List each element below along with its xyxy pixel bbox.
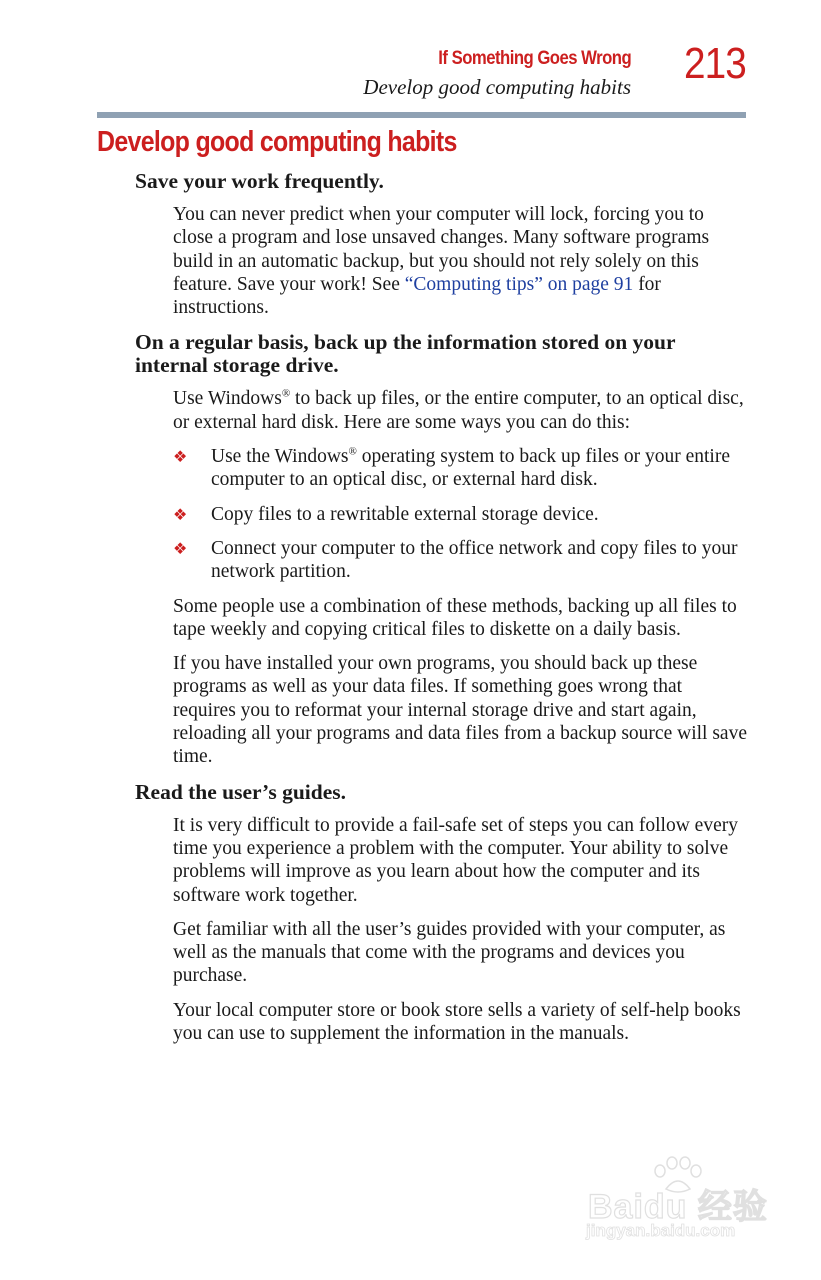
page-title: Develop good computing habits bbox=[97, 126, 457, 158]
save-work-text: You can never predict when your computer will lock, forcing you to close a program and lose unsaved changes. Many software programs build in an automatic backup, but you should not rely solely on this feature. Save your work! See bbox=[173, 204, 710, 295]
registered-mark: ® bbox=[348, 445, 357, 458]
registered-mark: ® bbox=[281, 387, 291, 400]
backup-combination-paragraph: Some people use a combination of these methods, backing up all files to tape weekly and copying critical files to diskette on a daily basis. bbox=[173, 595, 737, 640]
back-up-intro-b: to back up files, or the entire computer, to an optical disc, or external hard disk. Here are some ways you can do this: bbox=[173, 388, 744, 433]
section-heading-save-work: Save your work frequently. bbox=[135, 169, 384, 193]
user-guides-paragraph-3: Your local computer store or book store sells a variety of self-help books you can use to supplement the information in the manuals. bbox=[173, 999, 741, 1045]
section-heading-user-guides: Read the user’s guides. bbox=[135, 779, 347, 804]
list-item bbox=[173, 445, 747, 492]
back-up-intro-a: Use Windows bbox=[173, 388, 282, 410]
backup-programs-paragraph: If you have installed your own programs, you should back up these programs as well as your data files. If something goes wrong that requires you to reformat your internal storage drive and start again, reloading all your programs and data files from a backup source will save time. bbox=[173, 653, 747, 768]
diamond-bullet-icon: ❖ bbox=[173, 447, 188, 467]
diamond-bullet-icon: ❖ bbox=[173, 504, 188, 524]
diamond-bullet-icon: ❖ bbox=[173, 538, 188, 558]
list-item bbox=[173, 503, 747, 526]
watermark-brand: Baidu 经验 bbox=[588, 1188, 768, 1226]
backup-methods-list bbox=[173, 445, 747, 583]
list-item bbox=[173, 537, 747, 584]
baidu-watermark bbox=[580, 1155, 775, 1255]
watermark-url: jingyan.baidu.com bbox=[586, 1221, 736, 1240]
header-rule bbox=[97, 112, 746, 118]
user-guides-paragraph-1: It is very difficult to provide a fail-safe set of steps you can follow every time you experience a problem with the computer. Your ability to solve problems will improve as you learn about how the computer and its software work together. bbox=[173, 814, 738, 906]
running-header-chapter: If Something Goes Wrong bbox=[438, 48, 631, 69]
save-work-paragraph bbox=[173, 203, 747, 319]
save-work-text-end: for instructions. bbox=[173, 273, 661, 319]
page-number: 213 bbox=[684, 39, 746, 88]
computing-tips-link[interactable]: “Computing tips” on page 91 bbox=[404, 273, 634, 295]
back-up-intro bbox=[173, 387, 747, 434]
main-content bbox=[135, 170, 747, 1056]
section-heading-back-up: On a regular basis, back up the information stored on your internal storage drive. bbox=[135, 330, 676, 378]
list-item-text-a: Use the Windows bbox=[211, 446, 349, 468]
list-item-text: Connect your computer to the office network and copy files to your network partition. bbox=[211, 537, 738, 583]
list-item-text: Copy files to a rewritable external storage device. bbox=[211, 503, 599, 525]
running-header-section: Develop good computing habits bbox=[363, 75, 631, 99]
list-item-text-b: operating system to back up files or your entire computer to an optical disc, or external hard disk. bbox=[211, 446, 730, 491]
user-guides-paragraph-2: Get familiar with all the user’s guides provided with your computer, as well as the manuals that come with the programs and devices you purchase. bbox=[173, 918, 726, 987]
